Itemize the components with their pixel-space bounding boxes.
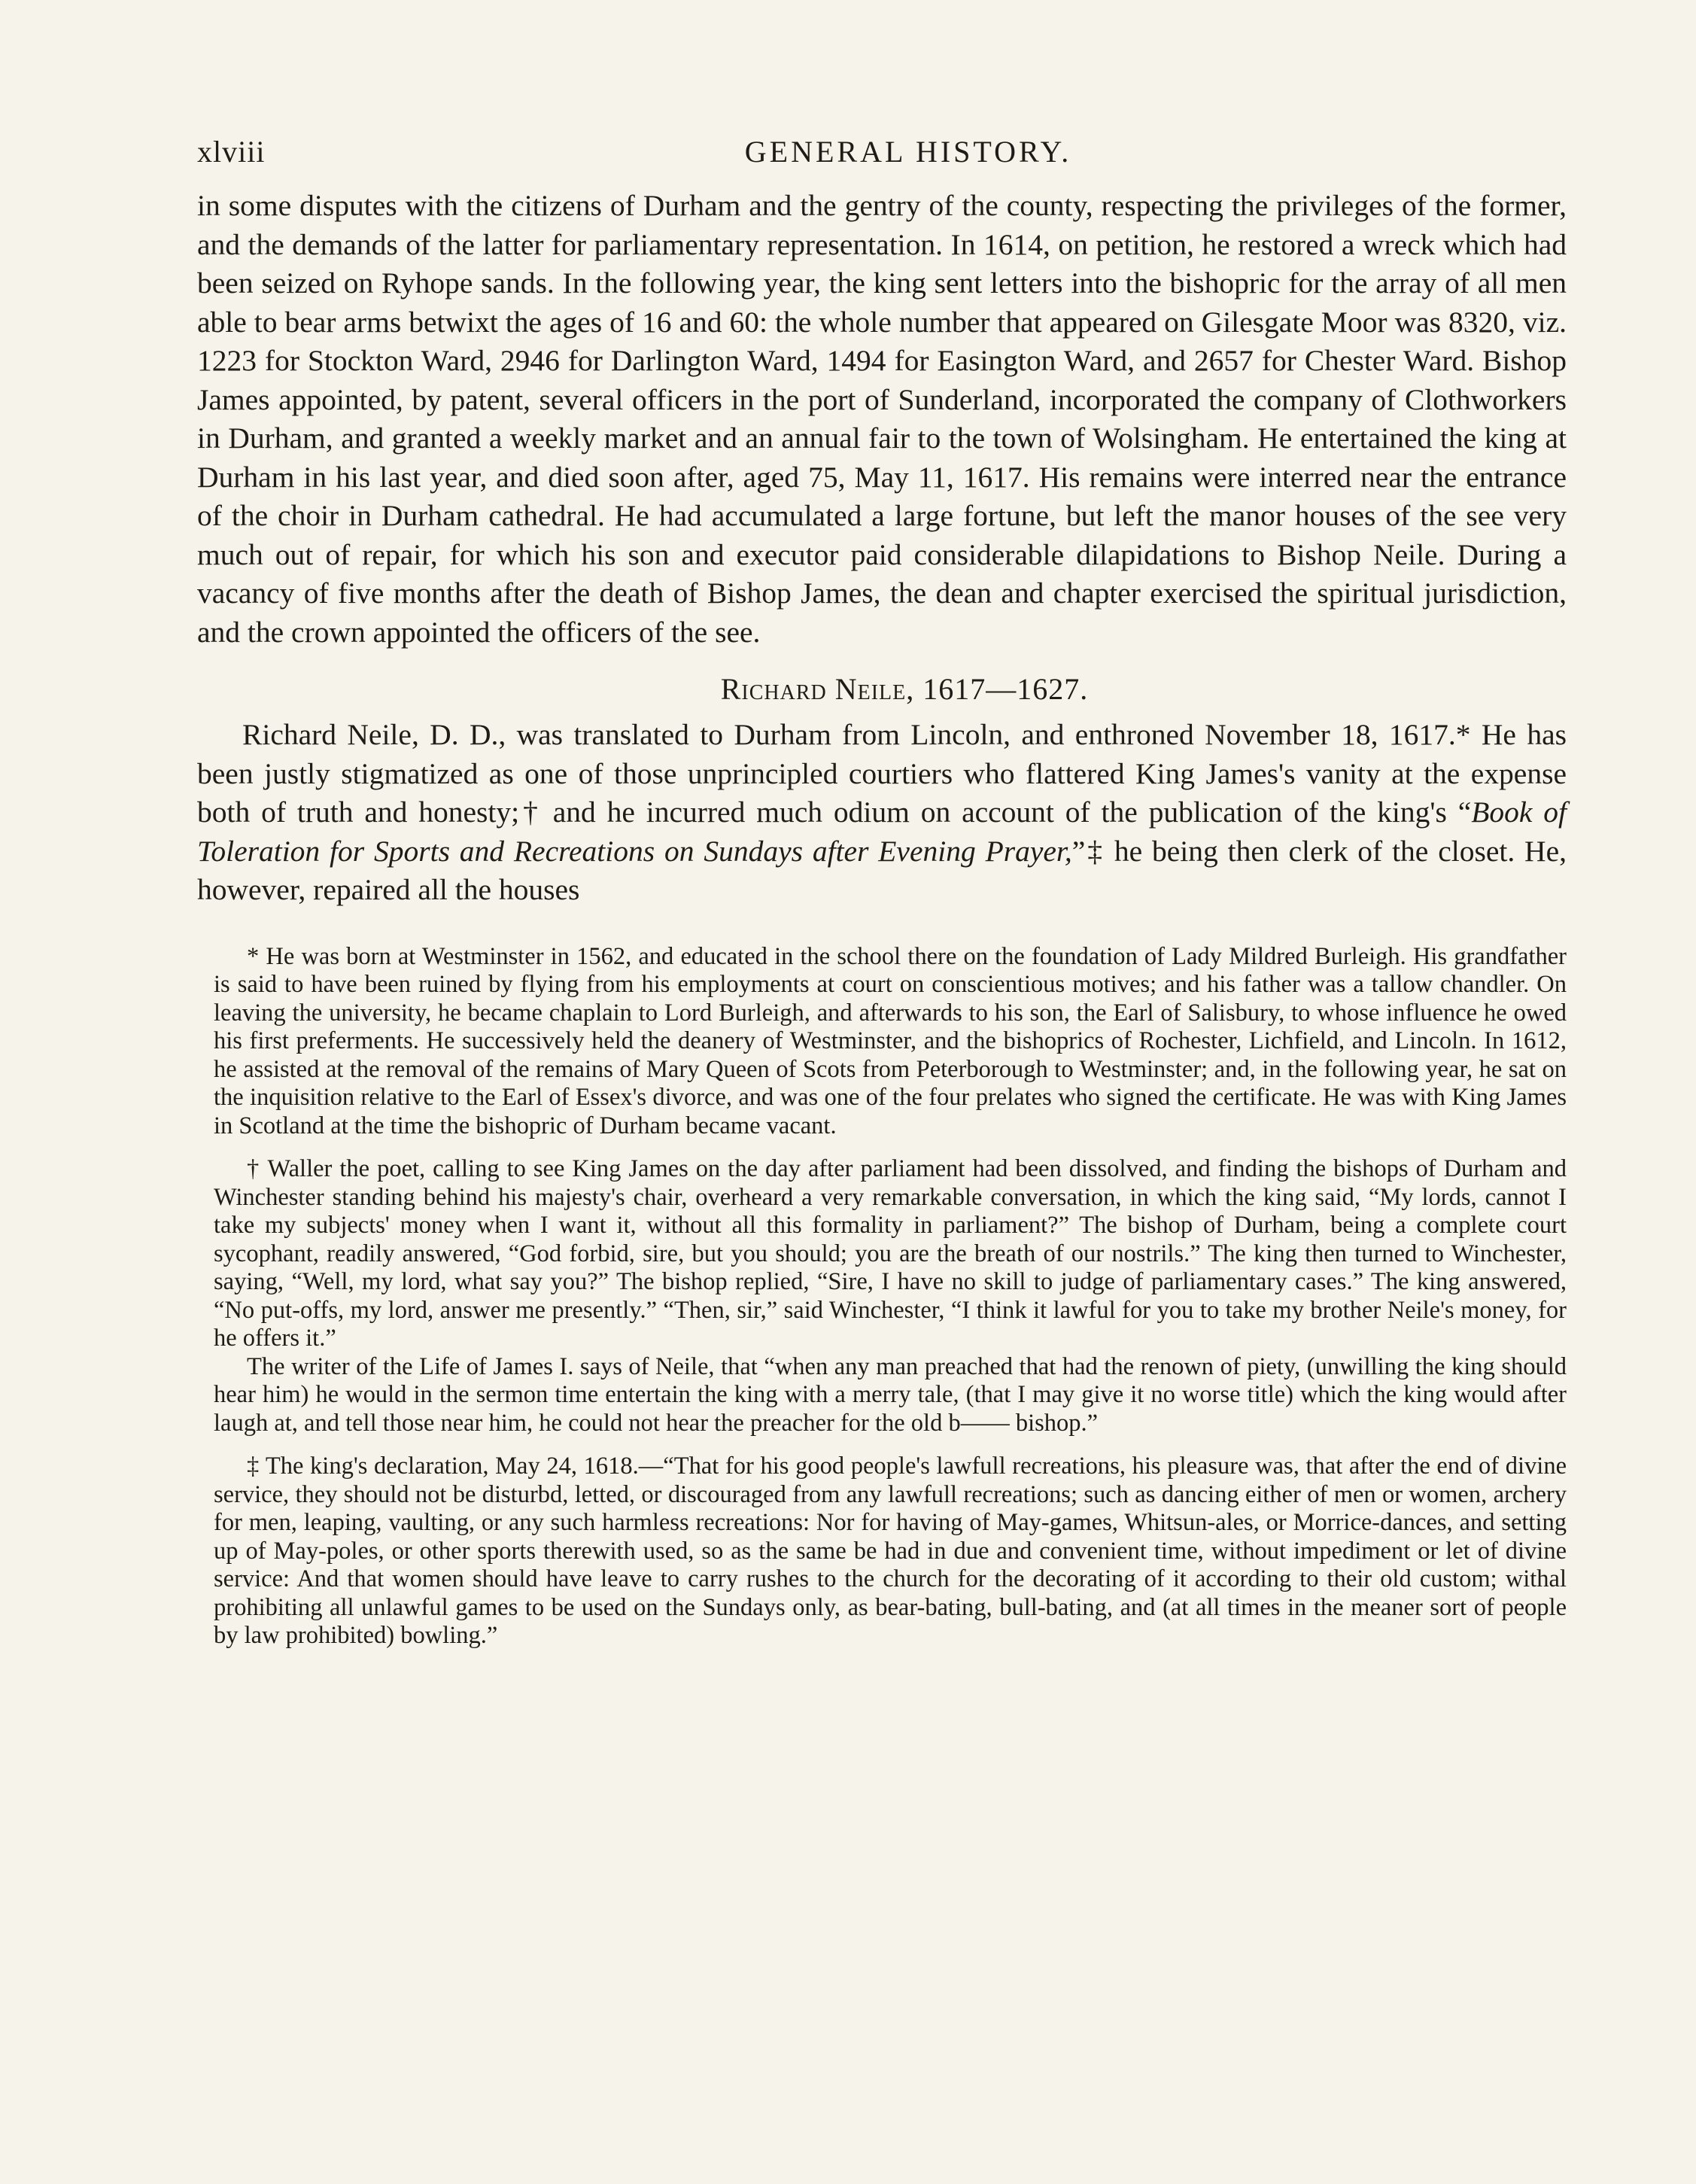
neile-text-2: He has been justly stigmatized as one of those unprincipled courtiers who flattered King James's vanity at the expense both of truth and honesty; (197, 718, 1567, 829)
section-name: Richard Neile, (720, 672, 915, 706)
footnotes (197, 943, 1567, 1650)
footnote-mark-star: * (1455, 718, 1471, 751)
footnote-double-dagger: ‡ The king's declaration, May 24, 1618.—“That for his good people's lawfull recreations, his pleasure was, that after the end of divine service, they should not be disturbd, letted, or discouraged from any lawfull recreations; such as dancing either of men or women, archery for men, leaping, vaulting, or any such harmless recreations: Nor for having of May-games, Whitsun-ales, or Morrice-dances, and setting up of May-poles, or other sports therewith used, so as the same be had in due and convenient time, without impediment or let of divine service: And that women should have leave to carry rushes to the church for the decorating of it according to their old custom; withal prohibiting all unlawful games to be used on the Sundays only, as bear-bating, bull-bating, and (at all times in the meaner sort of people by law prohibited) bowling.” (214, 1452, 1567, 1649)
footnote-mark-double-dagger: ”‡ (1071, 834, 1105, 868)
neile-text-1: Richard Neile, D. D., was translated to Durham from Lincoln, and enthroned November 18, 1617. (242, 718, 1456, 751)
book-page (197, 134, 1567, 1650)
book-title: Book of Toleration for Sports and Recreations on Sundays after Evening Prayer, (197, 795, 1567, 868)
neile-text-3: and he incurred much odium on account of the publication of the king's “ (541, 795, 1472, 829)
neile-text-4: he being then clerk of the closet. He, however, repaired all the houses (197, 834, 1567, 906)
page-header (197, 134, 1567, 187)
neile-paragraph (197, 716, 1567, 910)
footnote-dagger-continued: The writer of the Life of James I. says of Neile, that “when any man preached that had the renown of piety, (unwilling the king should hear him) he would in the sermon time entertain the king with a merry tale, (that I may give it no worse title) which the king would after laugh at, and tell those near him, he could not hear the preacher for the old b—— bishop.” (214, 1352, 1567, 1437)
footnote-mark-dagger: † (519, 795, 542, 829)
page-number: xlviii (197, 135, 266, 169)
section-heading (197, 671, 1567, 707)
footnote-star: * He was born at Westminster in 1562, and educated in the school there on the foundation of Lady Mildred Burleigh. His grandfather is said to have been ruined by flying from his employments at court on conscientious motives; and his father was a tallow chandler. On leaving the university, he became chaplain to Lord Burleigh, and afterwards to his son, the Earl of Salisbury, to whose influence he owed his first preferments. He successively held the deanery of Westminster, and the bishoprics of Rochester, Lichfield, and Lincoln. In 1612, he assisted at the removal of the remains of Mary Queen of Scots from Peterborough to Westminster; and, in the following year, he sat on the inquisition relative to the Earl of Essex's divorce, and was one of the four prelates who signed the certificate. He was with King James in Scotland at the time the bishopric of Durham became vacant. (214, 942, 1567, 1139)
running-title: GENERAL HISTORY. (744, 135, 1072, 169)
continued-paragraph: in some disputes with the citizens of Durham and the gentry of the county, respecting the privileges of the former, and the demands of the latter for parliamentary representation. In 1614, on petition, he restored a wreck which had been seized on Ryhope sands. In the following year, the king sent letters into the bishopric for the array of all men able to bear arms betwixt the ages of 16 and 60: the whole number that appeared on Gilesgate Moor was 8320, viz. 1223 for Stockton Ward, 2946 for Darlington Ward, 1494 for Easington Ward, and 2657 for Chester Ward. Bishop James appointed, by patent, several officers in the port of Sunderland, incorporated the company of Clothworkers in Durham, and granted a weekly market and an annual fair to the town of Wolsingham. He entertained the king at Durham in his last year, and died soon after, aged 75, May 11, 1617. His remains were interred near the entrance of the choir in Durham cathedral. He had accumulated a large fortune, but left the manor houses of the see very much out of repair, for which his son and executor paid considerable dilapidations to Bishop Neile. During a vacancy of five months after the death of Bishop James, the dean and chapter exercised the spiritual jurisdiction, and the crown appointed the officers of the see. (197, 189, 1567, 649)
section-dates: 1617—1627. (922, 672, 1089, 706)
footnote-dagger: † Waller the poet, calling to see King James on the day after parliament had been dissolved, and finding the bishops of Durham and Winchester standing behind his majesty's chair, overheard a very remarkable conversation, in which the king said, “My lords, cannot I take my subjects' money when I want it, without all this formality in parliament?” The bishop of Durham, being a complete court sycophant, readily answered, “God forbid, sire, but you should; you are the breath of our nostrils.” The king then turned to Winchester, saying, “Well, my lord, what say you?” The bishop replied, “Sire, I have no skill to judge of parliamentary cases.” The king answered, “No put-offs, my lord, answer me presently.” “Then, sir,” said Winchester, “I think it lawful for you to take my brother Neile's money, for he offers it.” (214, 1155, 1567, 1352)
